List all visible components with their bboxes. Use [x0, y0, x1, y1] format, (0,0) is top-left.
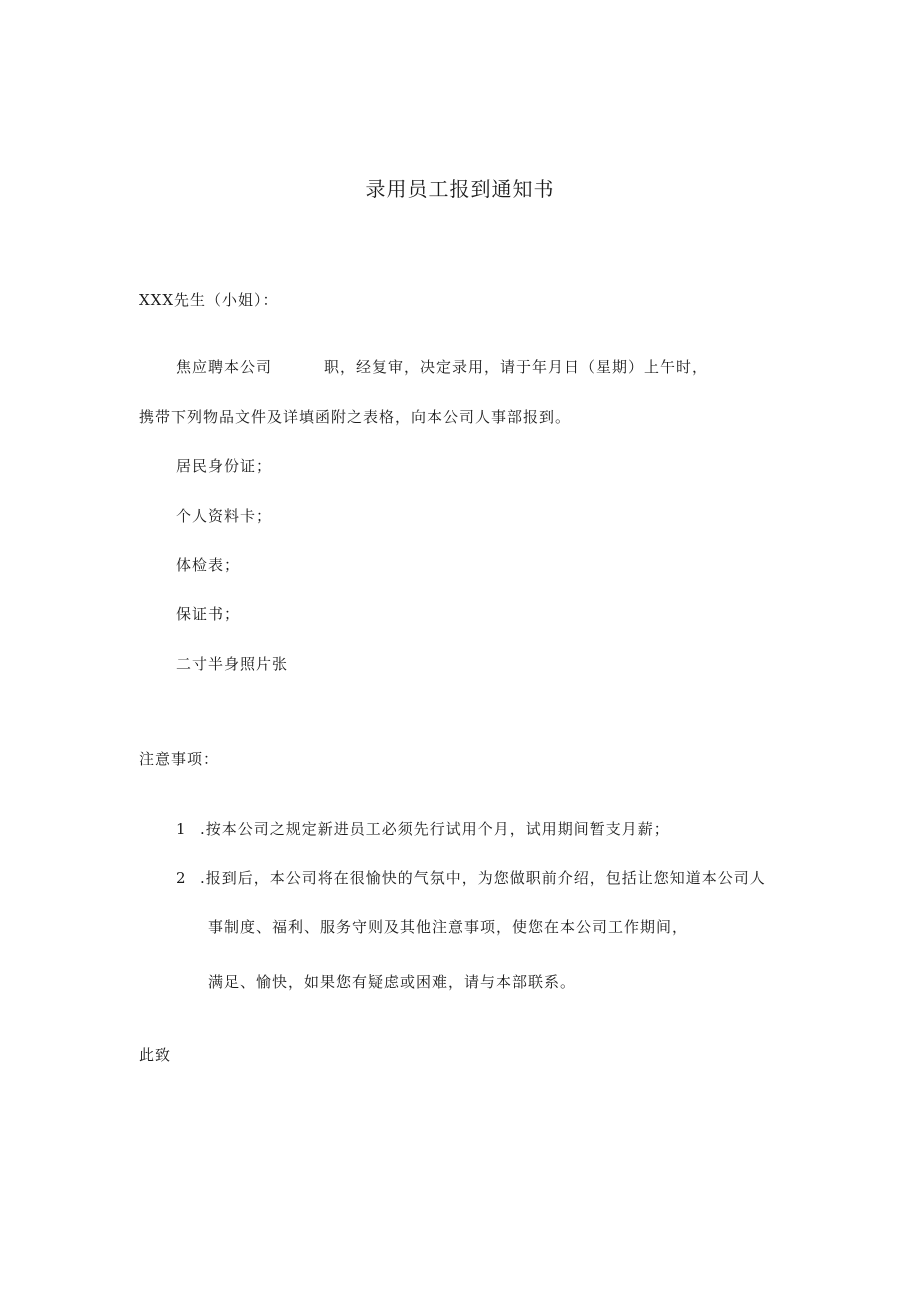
note-2-number: 2: [176, 869, 187, 887]
note-2-continuation-2: 满足、愉快，如果您有疑虑或困难，请与本部联系。: [208, 973, 577, 991]
item-medical-form: 体检表；: [176, 556, 241, 574]
note-1-number: 1: [176, 820, 187, 838]
body-line-1: [176, 357, 708, 377]
note-2-continuation-1: 事制度、福利、服务守则及其他注意事项，使您在本公司工作期间，: [208, 918, 689, 936]
note-1: [176, 819, 670, 839]
note-1-text: .按本公司之规定新进员工必须先行试用个月，试用期间暂支月薪；: [200, 820, 670, 838]
body-line-1-part-2: 职，经复审，决定录用，请于年月日（星期）上午时，: [324, 358, 709, 376]
document-title: 录用员工报到通知书: [365, 177, 555, 201]
salutation: XXX先生（小姐）：: [139, 291, 279, 309]
item-id-card: 居民身份证；: [176, 457, 273, 475]
item-profile-card: 个人资料卡；: [176, 507, 273, 525]
body-line-2: 携带下列物品文件及详填函附之表格，向本公司人事部报到。: [139, 408, 572, 426]
notes-heading: 注意事项：: [139, 750, 220, 768]
note-2-text: .报到后，本公司将在很愉快的气氛中，为您做职前介绍，包括让您知道本公司人: [200, 869, 766, 887]
note-2: [176, 868, 766, 888]
item-photos: 二寸半身照片张: [176, 655, 289, 673]
body-line-1-part-1: 焦应聘本公司: [176, 358, 273, 376]
item-guarantee-letter: 保证书；: [176, 605, 241, 623]
closing: 此致: [139, 1046, 172, 1064]
